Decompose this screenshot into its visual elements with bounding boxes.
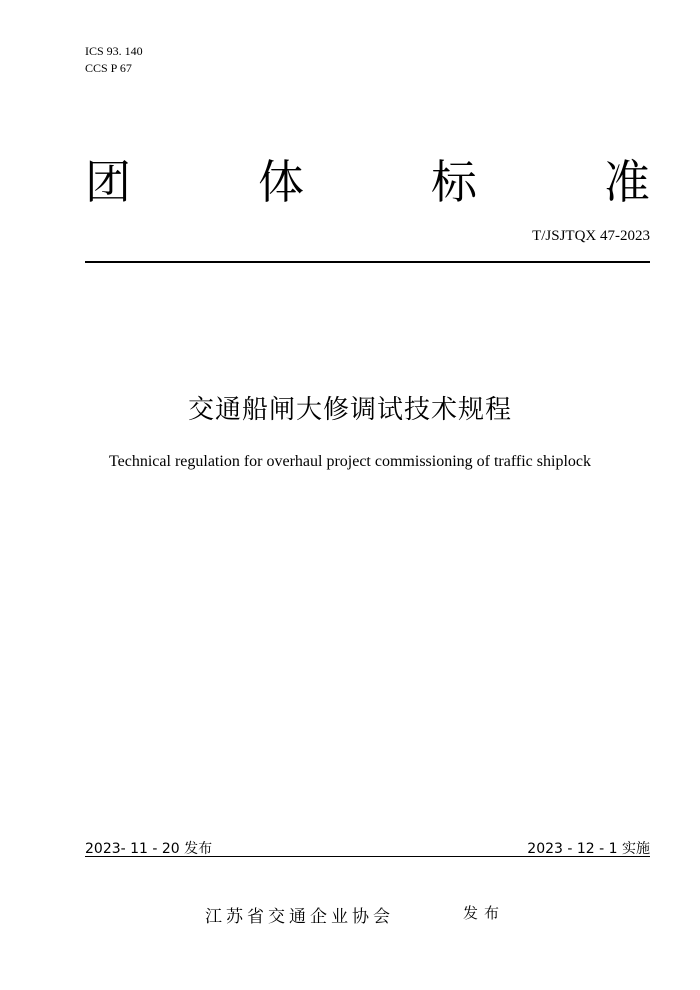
publisher-name: 江苏省交通企业协会 (205, 907, 394, 927)
ccs-code: CCS P 67 (85, 61, 132, 75)
publish-label: 发布 (463, 904, 506, 922)
standard-number: T/JSJTQX 47-2023 (532, 228, 650, 244)
standard-type-char-3: 标 (431, 155, 477, 209)
ics-code: ICS 93. 140 (85, 44, 143, 58)
document-title-chinese: 交通船闸大修调试技术规程 (187, 395, 512, 425)
standard-type-char-2: 体 (258, 155, 304, 209)
document-title-english: Technical regulation for overhaul project commissioning of traffic shiplock (109, 453, 591, 470)
standard-type-char-4: 准 (604, 155, 650, 209)
bottom-divider (85, 856, 650, 857)
top-divider (85, 261, 650, 263)
issue-date: 2023- 11 - 20 发布 (85, 841, 213, 857)
standard-type-heading (85, 154, 650, 210)
classification-codes (85, 43, 143, 77)
standard-type-char-1: 团 (85, 155, 131, 209)
implementation-date: 2023 - 12 - 1 实施 (527, 841, 650, 857)
